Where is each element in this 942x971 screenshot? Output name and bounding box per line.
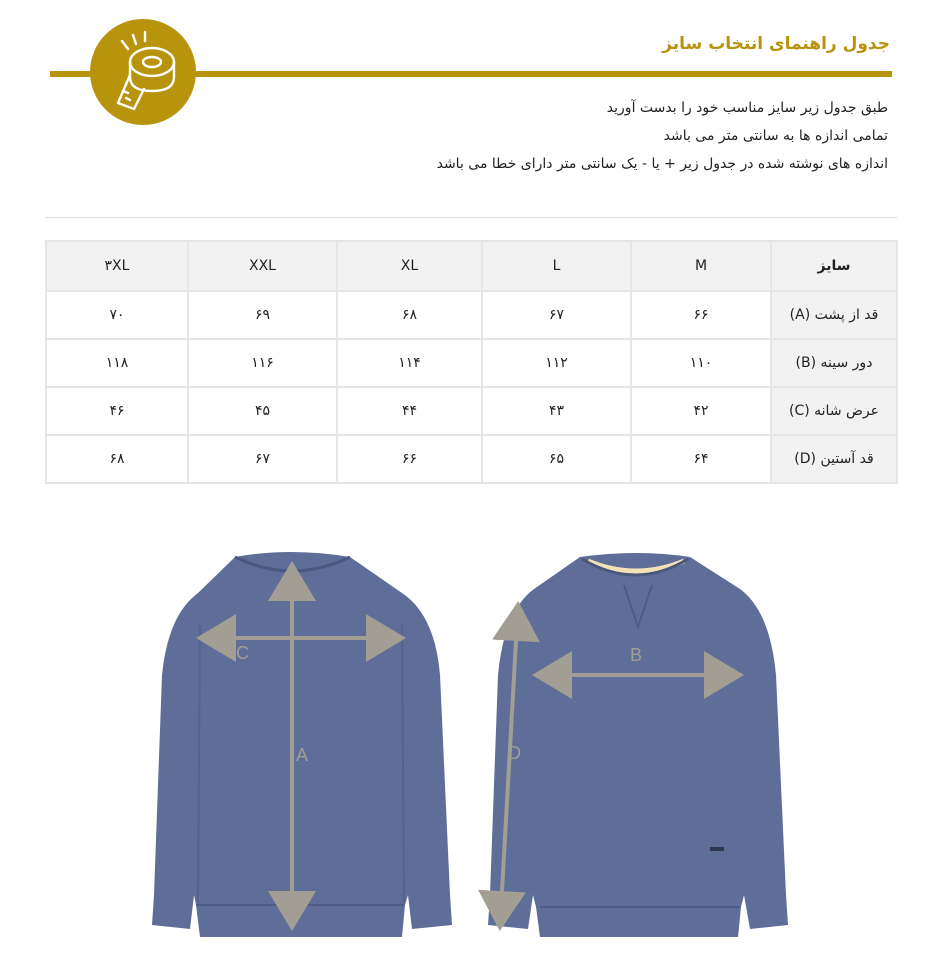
table-cell: ۶۸ — [46, 435, 188, 483]
sweatshirt-front-diagram — [478, 545, 798, 945]
measuring-tape-icon — [90, 19, 196, 125]
instruction-line: اندازه های نوشته شده در جدول زیر + یا - یک سانتی متر دارای خطا می باشد — [436, 156, 888, 172]
table-cell: ۱۱۸ — [46, 339, 188, 387]
table-cell: ۴۲ — [631, 387, 771, 435]
header-cell: XXL — [188, 241, 337, 291]
size-table — [45, 240, 898, 484]
header-cell: XL — [337, 241, 482, 291]
table-cell: ۱۱۶ — [188, 339, 337, 387]
table-row — [46, 435, 897, 483]
table-cell: ۶۵ — [482, 435, 631, 483]
header-cell: ۳XL — [46, 241, 188, 291]
table-row — [46, 339, 897, 387]
header-cell: سایز — [771, 241, 897, 291]
table-cell: ۶۴ — [631, 435, 771, 483]
section-divider — [45, 217, 897, 218]
measure-label-d: D — [508, 743, 521, 763]
row-label: قد از پشت (A) — [771, 291, 897, 339]
instruction-line: تمامی اندازه ها به سانتی متر می باشد — [663, 128, 888, 144]
measure-label-a: A — [296, 745, 309, 765]
table-cell: ۶۷ — [188, 435, 337, 483]
header-cell: L — [482, 241, 631, 291]
table-cell: ۱۱۲ — [482, 339, 631, 387]
table-cell: ۴۵ — [188, 387, 337, 435]
row-label: دور سینه (B) — [771, 339, 897, 387]
table-cell: ۴۶ — [46, 387, 188, 435]
table-row — [46, 291, 897, 339]
sweatshirt-back-diagram — [140, 545, 460, 945]
instructions — [437, 94, 888, 178]
table-cell: ۶۶ — [337, 435, 482, 483]
measure-label-b: B — [630, 645, 643, 665]
table-cell: ۴۳ — [482, 387, 631, 435]
table-cell: ۶۸ — [337, 291, 482, 339]
row-label: قد آستین (D) — [771, 435, 897, 483]
row-label: عرض شانه (C) — [771, 387, 897, 435]
table-cell: ۶۹ — [188, 291, 337, 339]
header-cell: M — [631, 241, 771, 291]
table-cell: ۱۱۰ — [631, 339, 771, 387]
measure-label-c: C — [236, 643, 249, 663]
measuring-tape-badge — [90, 19, 196, 125]
table-row — [46, 387, 897, 435]
sweatshirt-front-body — [488, 553, 788, 937]
table-cell: ۷۰ — [46, 291, 188, 339]
table-cell: ۶۷ — [482, 291, 631, 339]
table-cell: ۶۶ — [631, 291, 771, 339]
instruction-line: طبق جدول زیر سایز مناسب خود را بدست آورید — [606, 100, 888, 116]
table-header-row — [46, 241, 897, 291]
page-title: جدول راهنمای انتخاب سایز — [662, 34, 890, 54]
table-cell: ۱۱۴ — [337, 339, 482, 387]
table-cell: ۴۴ — [337, 387, 482, 435]
